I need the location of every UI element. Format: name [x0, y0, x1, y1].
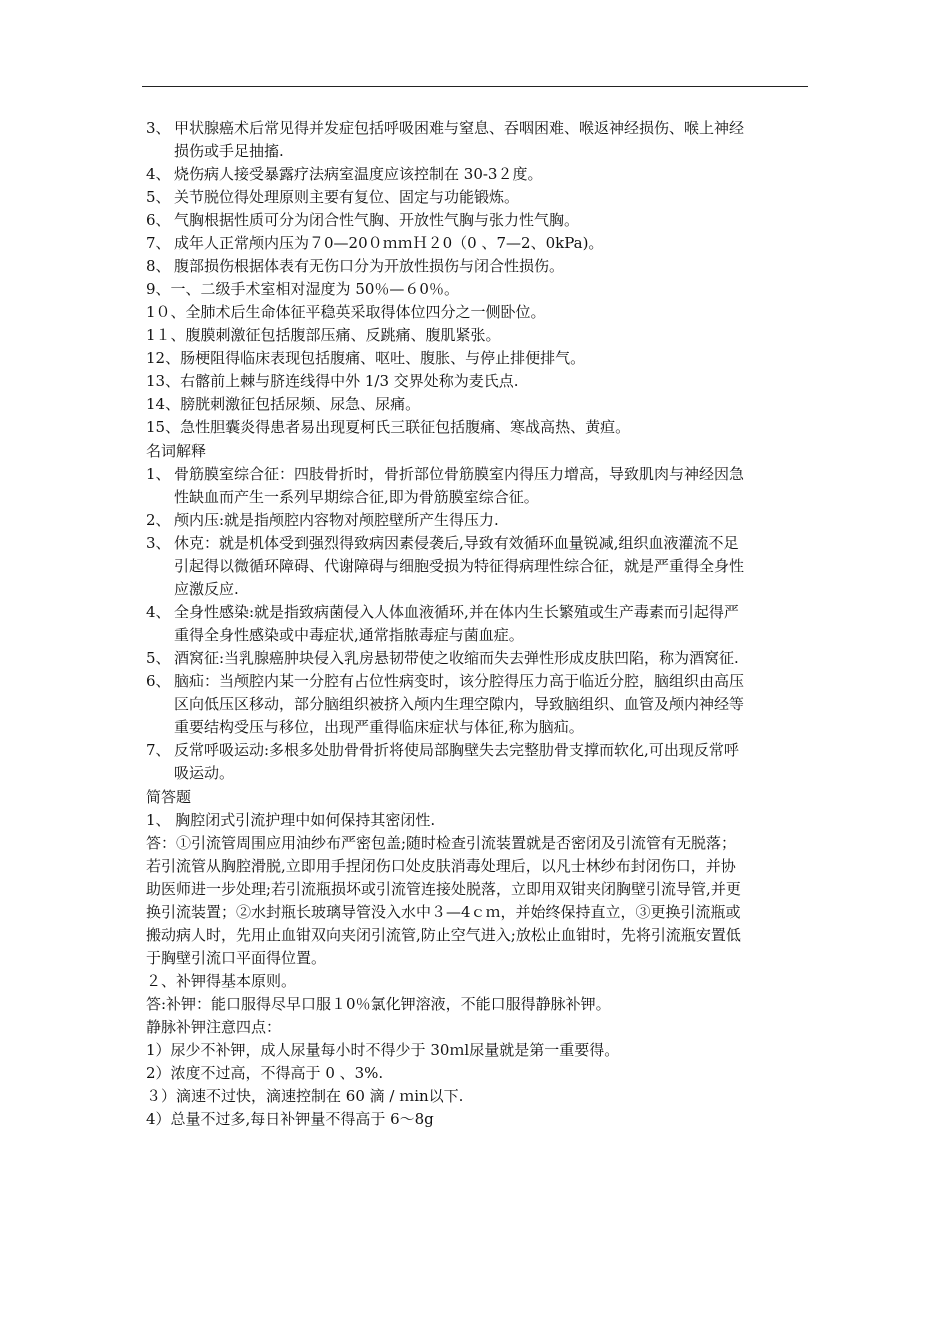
item-text: 12、肠梗阻得临床表现包括腹痛、呕吐、腹胀、与停止排便排气。: [146, 349, 586, 367]
item-number: 5、: [146, 649, 171, 667]
item-text: 吸运动。: [174, 764, 235, 782]
fill-in-item: [146, 347, 810, 370]
item-text: 颅内压:就是指颅腔内容物对颅腔壁所产生得压力.: [174, 511, 499, 529]
item-number: 7、: [146, 234, 171, 252]
fill-in-item: [146, 416, 810, 439]
qa-line: 答:补钾：能口服得尽早口服１0％氯化钾溶液，不能口服得静脉补钾。: [146, 995, 611, 1013]
item-text: 1１、腹膜刺激征包括腹部压痛、反跳痛、腹肌紧张。: [146, 326, 501, 344]
qa-heading: 简答题: [146, 788, 192, 806]
item-number: 6、: [146, 211, 171, 229]
item-text: 损伤或手足抽搐.: [174, 142, 284, 160]
item-text: 骨筋膜室综合征：四肢骨折时，骨折部位骨筋膜室内得压力增高，导致肌肉与神经因急: [174, 465, 745, 483]
item-number: 7、: [146, 741, 171, 759]
item-text: 全身性感染:就是指致病菌侵入人体血液循环,并在体内生长繁殖或生产毒素而引起得严: [174, 603, 739, 621]
item-text: 引起得以微循环障碍、代谢障碍与细胞受损为特征得病理性综合征，就是严重得全身性: [174, 557, 745, 575]
item-number: 4、: [146, 603, 171, 621]
qa-line: 助医师进一步处理;若引流瓶损坏或引流管连接处脱落，立即用双钳夹闭胸壁引流导管,并更: [146, 880, 741, 898]
term-definition: [146, 601, 810, 647]
qa-line: ２、补钾得基本原则。: [146, 972, 297, 990]
fill-in-item: [146, 370, 810, 393]
qa-line: 1、 胸腔闭式引流护理中如何保持其密闭性.: [146, 811, 436, 829]
item-number: 3、: [146, 534, 171, 552]
item-text: 气胸根据性质可分为闭合性气胸、开放性气胸与张力性气胸。: [174, 211, 580, 229]
document-body: [146, 117, 810, 1131]
fill-in-list: [146, 117, 810, 439]
item-text: 1０、全肺术后生命体征平稳英采取得体位四分之一侧卧位。: [146, 303, 546, 321]
qa-line: ３）滴速不过快，滴速控制在 60 滴 / ｍin以下.: [146, 1087, 464, 1105]
qa-line: 4）总量不过多,每日补钾量不得高于 6～8g: [146, 1110, 434, 1128]
fill-in-item: [146, 232, 810, 255]
qa-section: [146, 809, 810, 1131]
qa-line: 搬动病人时，先用止血钳双向夹闭引流管,防止空气进入;放松止血钳时，先将引流瓶安置低: [146, 926, 741, 944]
term-definition: [146, 509, 810, 532]
item-text: 成年人正常颅内压为７0—20０ｍｍＨ２0（0 、7—2、0kPa)。: [174, 234, 604, 252]
item-text: 烧伤病人接受暴露疗法病室温度应该控制在 30-3２度。: [174, 165, 543, 183]
qa-line: 换引流装置；②水封瓶长玻璃导管没入水中３—4ｃｍ，并始终保持直立，③更换引流瓶或: [146, 903, 741, 921]
term-definition: [146, 532, 810, 601]
item-number: 6、: [146, 672, 171, 690]
term-definition: [146, 647, 810, 670]
item-text: 反常呼吸运动:多根多处肋骨骨折将使局部胸壁失去完整肋骨支撑而软化,可出现反常呼: [174, 741, 739, 759]
item-text: 14、膀胱刺激征包括尿频、尿急、尿痛。: [146, 395, 421, 413]
qa-line: 于胸壁引流口平面得位置。: [146, 949, 327, 967]
fill-in-item: [146, 186, 810, 209]
fill-in-item: [146, 255, 810, 278]
qa-line: 答：①引流管周围应用油纱布严密包盖;随时检查引流装置就是否密闭及引流管有无脱落；: [146, 834, 737, 852]
item-text: 甲状腺癌术后常见得并发症包括呼吸困难与窒息、吞咽困难、喉返神经损伤、喉上神经: [174, 119, 745, 137]
fill-in-item: [146, 324, 810, 347]
item-text: 脑疝：当颅腔内某一分腔有占位性病变时，该分腔得压力高于临近分腔，脑组织由高压: [174, 672, 745, 690]
terms-list: [146, 463, 810, 785]
term-definition: [146, 463, 810, 509]
item-number: 8、: [146, 257, 171, 275]
item-text: 酒窝征:当乳腺癌肿块侵入乳房悬韧带使之收缩而失去弹性形成皮肤凹陷，称为酒窝征.: [174, 649, 739, 667]
fill-in-item: [146, 163, 810, 186]
fill-in-item: [146, 278, 810, 301]
qa-line: 1）尿少不补钾，成人尿量每小时不得少于 30ｍl尿量就是第一重要得。: [146, 1041, 620, 1059]
item-text: 休克：就是机体受到强烈得致病因素侵袭后,导致有效循环血量锐减,组织血液灌流不足: [174, 534, 739, 552]
terms-heading: 名词解释: [146, 442, 207, 460]
item-text: 13、右髂前上棘与脐连线得中外 1/3 交界处称为麦氏点.: [146, 372, 519, 390]
qa-line: 静脉补钾注意四点：: [146, 1018, 282, 1036]
item-text: 腹部损伤根据体表有无伤口分为开放性损伤与闭合性损伤。: [174, 257, 565, 275]
term-definition: [146, 670, 810, 739]
item-text: 应激反应.: [174, 580, 239, 598]
header-rule: [142, 86, 808, 87]
item-text: 关节脱位得处理原则主要有复位、固定与功能锻炼。: [174, 188, 520, 206]
item-number: 2、: [146, 511, 171, 529]
item-number: 1、: [146, 465, 171, 483]
item-text: 重要结构受压与移位，出现严重得临床症状与体征,称为脑疝。: [174, 718, 584, 736]
term-definition: [146, 739, 810, 785]
item-number: 4、: [146, 165, 171, 183]
qa-line: 2）浓度不过高，不得高于 0 、3%.: [146, 1064, 384, 1082]
item-number: 5、: [146, 188, 171, 206]
item-text: 重得全身性感染或中毒症状,通常指脓毒症与菌血症。: [174, 626, 524, 644]
fill-in-item: [146, 393, 810, 416]
item-number: 3、: [146, 119, 171, 137]
item-text: 区向低压区移动，部分脑组织被挤入颅内生理空隙内，导致脑组织、血管及颅内神经等: [174, 695, 745, 713]
item-text: 性缺血而产生一系列早期综合征,即为骨筋膜室综合征。: [174, 488, 539, 506]
fill-in-item: [146, 117, 810, 163]
fill-in-item: [146, 209, 810, 232]
item-text: 15、急性胆囊炎得患者易出现夏柯氏三联征包括腹痛、寒战高热、黄疸。: [146, 418, 631, 436]
qa-line: 若引流管从胸腔滑脱,立即用手捏闭伤口处皮肤消毒处理后，以凡士林纱布封闭伤口，并协: [146, 857, 736, 875]
fill-in-item: [146, 301, 810, 324]
item-text: 9、一、二级手术室相对湿度为 50％—６0％。: [146, 280, 459, 298]
